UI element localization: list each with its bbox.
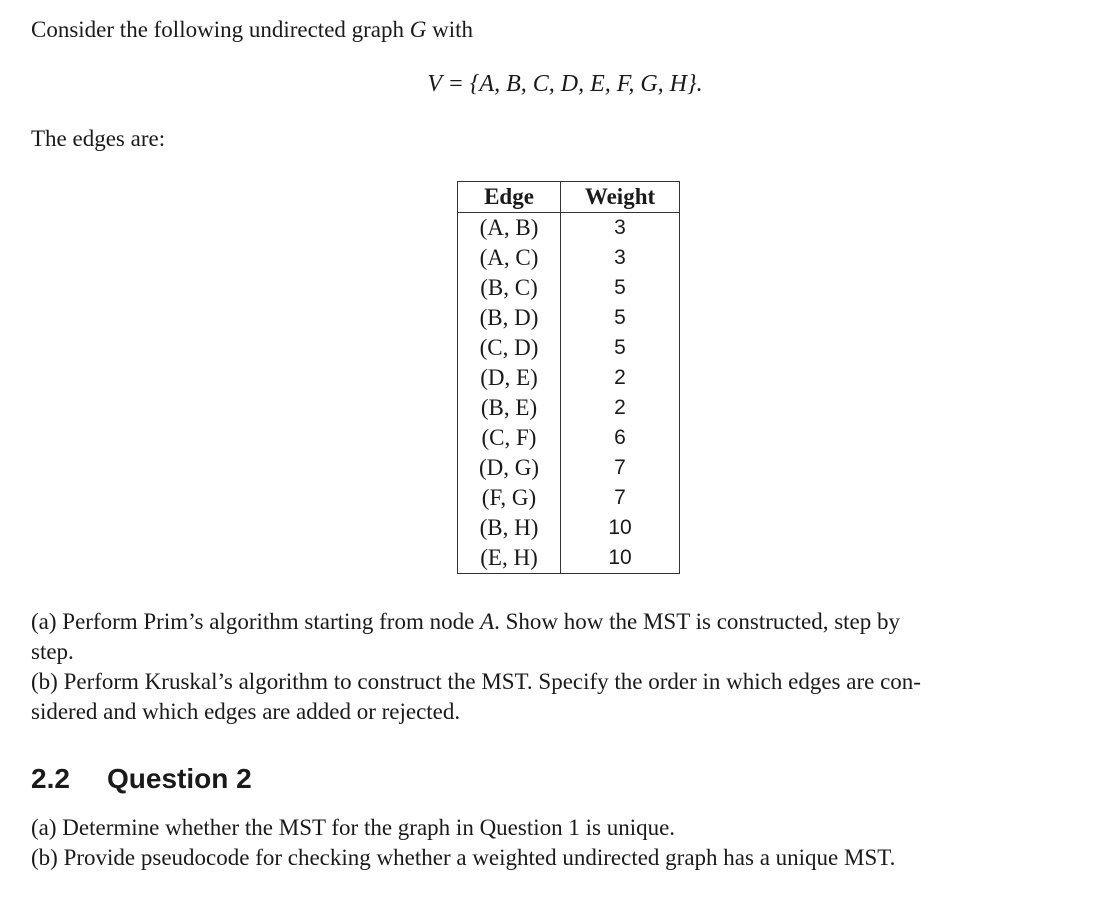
table-row (458, 333, 680, 363)
weight-cell: 2 (614, 366, 626, 389)
edge-cell: (D, E) (458, 363, 561, 393)
edge-cell: (A, C) (458, 243, 561, 273)
table-row (458, 423, 680, 453)
table-row (458, 513, 680, 543)
weight-cell: 10 (608, 516, 632, 539)
table-row (458, 483, 680, 513)
table-row (458, 243, 680, 273)
edge-weight-table (457, 181, 680, 574)
question1-part-b (31, 667, 1098, 727)
table-row (458, 543, 680, 574)
weight-cell: 5 (614, 276, 626, 299)
weight-cell: 5 (614, 306, 626, 329)
weight-cell: 3 (614, 216, 626, 239)
graph-variable: G (409, 17, 427, 42)
question1-a-line1 (31, 607, 1098, 637)
edge-cell: (A, B) (458, 213, 561, 244)
edge-cell: (F, G) (458, 483, 561, 513)
question2-part-a: (a) Determine whether the MST for the graph in Question 1 is unique. (31, 815, 676, 840)
weight-cell: 3 (614, 246, 626, 269)
edge-cell: (B, E) (458, 393, 561, 423)
weight-cell: 7 (614, 456, 626, 479)
vertex-set-equation: V = {A, B, C, D, E, F, G, H}. (427, 71, 703, 97)
table-row (458, 213, 680, 244)
table-row (458, 363, 680, 393)
edge-cell: (B, C) (458, 273, 561, 303)
weight-cell: 7 (614, 486, 626, 509)
edge-cell: (C, F) (458, 423, 561, 453)
edge-cell: (E, H) (458, 543, 561, 574)
question1-a-text: (a) Perform Prim’s algorithm starting from node (31, 609, 481, 634)
weight-cell: 6 (614, 426, 626, 449)
edge-cell: (B, H) (458, 513, 561, 543)
weight-cell: 2 (614, 396, 626, 419)
section-number: 2.2 (31, 763, 70, 794)
question1-b-line2: sidered and which edges are added or rejected. (31, 699, 461, 724)
question1-a-text-end: . Show how the MST is constructed, step by (494, 609, 901, 634)
edges-intro: The edges are: (31, 126, 166, 151)
weight-cell: 10 (608, 546, 632, 569)
edge-column-header: Edge (458, 182, 561, 213)
weight-column-header: Weight (561, 182, 680, 213)
question1-a-line2: step. (31, 639, 74, 664)
question1-b-line1: (b) Perform Kruskal’s algorithm to construct the MST. Specify the order in which edges are con- (31, 669, 921, 694)
table-header-row (458, 182, 680, 213)
weight-cell: 5 (614, 336, 626, 359)
start-node-variable: A (480, 609, 495, 634)
edge-cell: (D, G) (458, 453, 561, 483)
table-row (458, 453, 680, 483)
section-title: Question 2 (107, 763, 252, 794)
question2-part-b: (b) Provide pseudocode for checking whether a weighted undirected graph has a unique MST. (31, 845, 896, 870)
table-row (458, 303, 680, 333)
table-row (458, 393, 680, 423)
edge-cell: (B, D) (458, 303, 561, 333)
section-heading (31, 763, 252, 795)
intro-sentence (31, 15, 473, 45)
table-row (458, 273, 680, 303)
intro-text-start: Consider the following undirected graph (31, 17, 410, 42)
intro-text-end: with (426, 17, 474, 42)
question1-part-a (31, 607, 1098, 667)
edge-cell: (C, D) (458, 333, 561, 363)
